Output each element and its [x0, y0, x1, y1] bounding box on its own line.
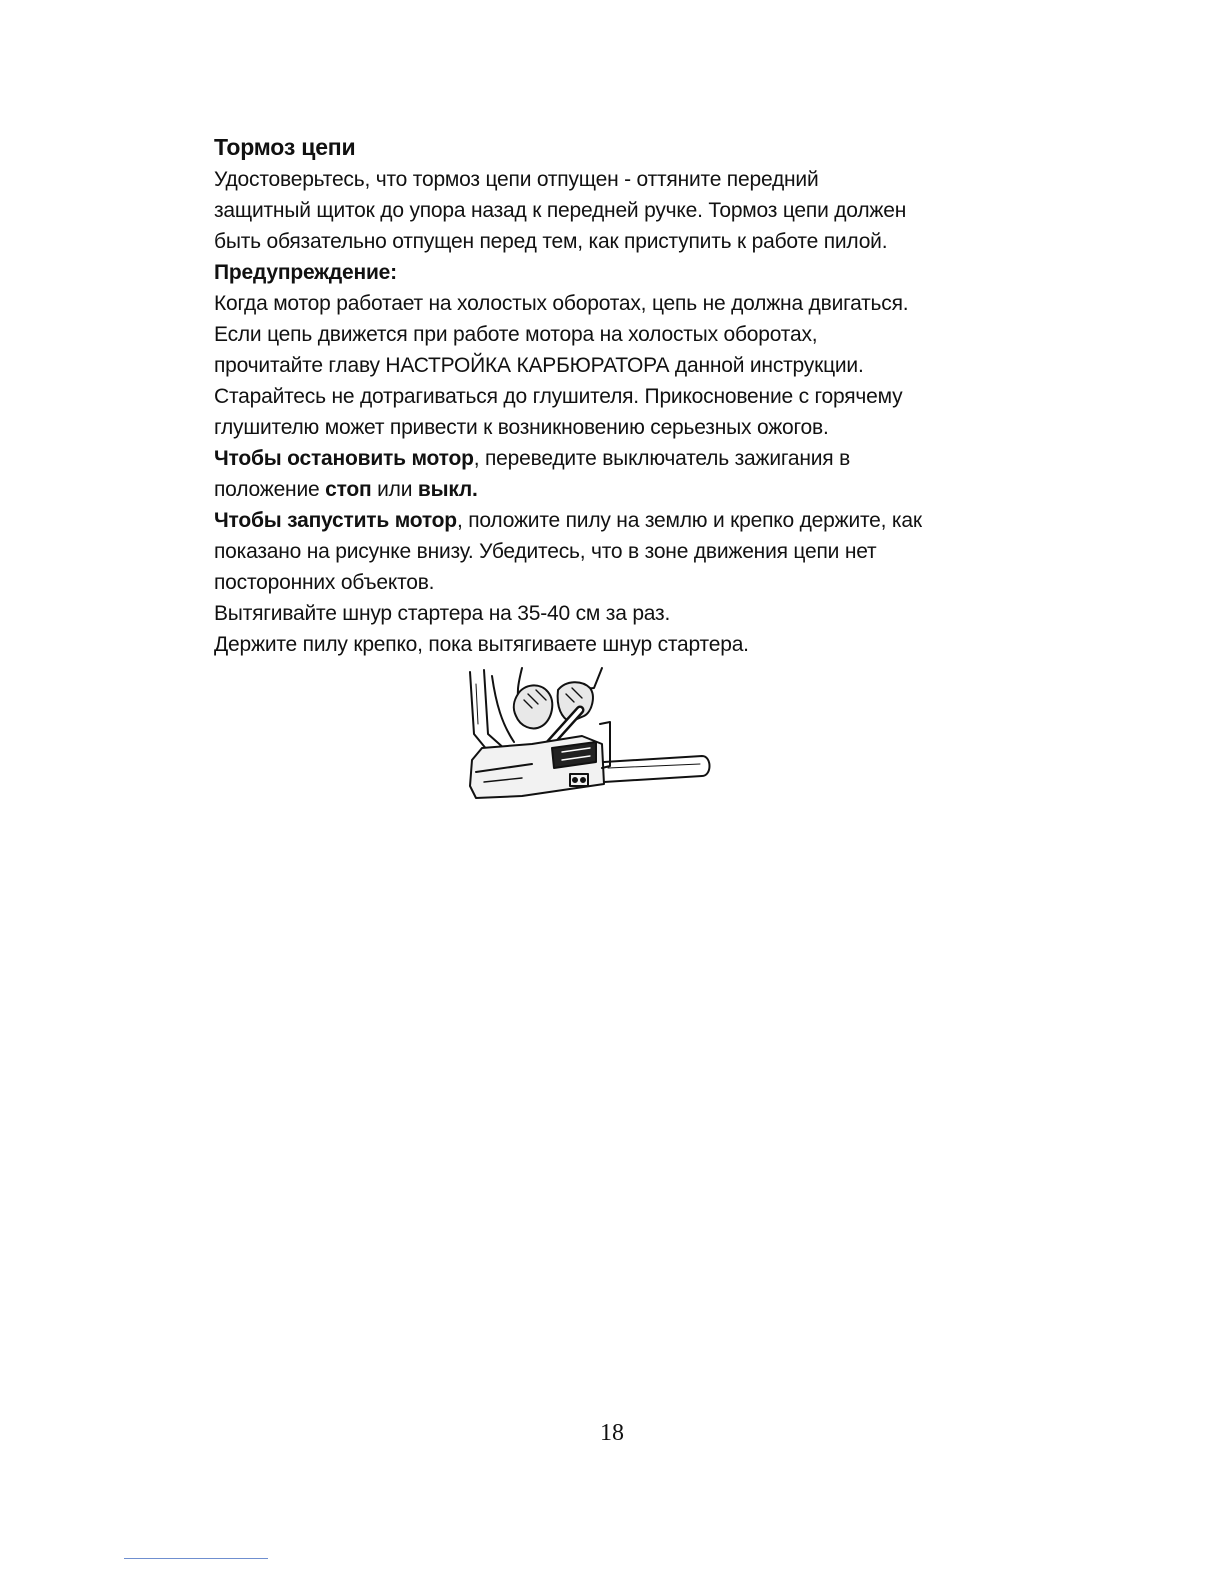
- page-number: 18: [600, 1420, 624, 1446]
- stop-position-prefix: положение: [214, 478, 326, 501]
- page-content: [214, 130, 1034, 660]
- brake-paragraph: [214, 164, 1034, 257]
- section-title: Тормоз цепи: [214, 134, 356, 160]
- closing-line: Держите пилу крепко, пока вытягиваете шнур стартера.: [214, 633, 749, 656]
- brake-line: защитный щиток до упора назад к передней ручке. Тормоз цепи должен: [214, 199, 907, 222]
- warning-line: прочитайте главу НАСТРОЙКА КАРБЮРАТОРА данной инструкции.: [214, 354, 864, 377]
- start-engine-lead: Чтобы запустить мотор: [214, 509, 457, 532]
- chainsaw-start-illustration-icon: [462, 664, 714, 804]
- warning-paragraph: [214, 288, 1034, 443]
- stop-word: стоп: [325, 478, 372, 501]
- closing-line: Вытягивайте шнур стартера на 35-40 см за раз.: [214, 602, 671, 625]
- start-engine-paragraph: [214, 505, 1034, 598]
- closing-paragraph: [214, 598, 1034, 660]
- warning-title: Предупреждение:: [214, 261, 397, 284]
- or-word: или: [371, 478, 418, 501]
- brake-line: Удостоверьтесь, что тормоз цепи отпущен - оттяните передний: [214, 168, 819, 191]
- start-engine-line: [214, 505, 1034, 536]
- start-engine-text: , положите пилу на землю и крепко держите, как: [456, 509, 922, 532]
- start-engine-line: посторонних объектов.: [214, 571, 435, 594]
- off-word: выкл.: [417, 478, 478, 501]
- warning-line: Когда мотор работает на холостых оборотах, цепь не должна двигаться.: [214, 292, 909, 315]
- stop-engine-text: , переведите выключатель зажигания в: [473, 447, 851, 470]
- stop-engine-line: [214, 443, 1034, 474]
- start-engine-line: показано на рисунке внизу. Убедитесь, что в зоне движения цепи нет: [214, 540, 877, 563]
- stop-engine-paragraph: [214, 443, 1034, 505]
- footer-rule: [124, 1558, 268, 1559]
- warning-line: Если цепь движется при работе мотора на холостых оборотах,: [214, 323, 818, 346]
- brake-line: быть обязательно отпущен перед тем, как приступить к работе пилой.: [214, 230, 888, 253]
- warning-line: глушителю может привести к возникновению серьезных ожогов.: [214, 416, 829, 439]
- stop-engine-line: [214, 474, 1034, 505]
- stop-engine-lead: Чтобы остановить мотор: [214, 447, 474, 470]
- warning-line: Старайтесь не дотрагиваться до глушителя. Прикосновение с горячему: [214, 385, 903, 408]
